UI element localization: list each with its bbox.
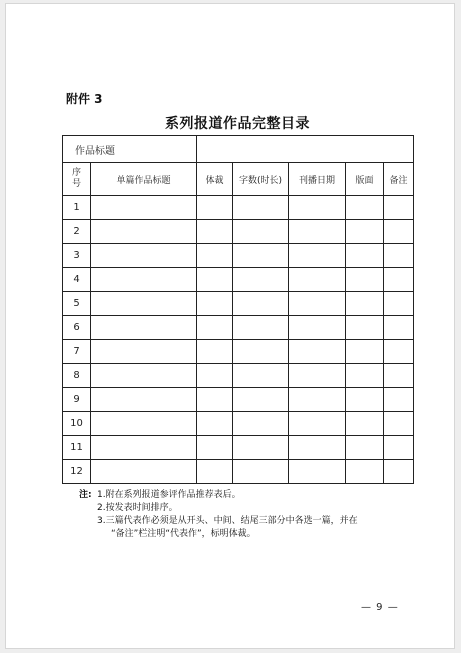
single-title-cell[interactable] — [91, 412, 197, 436]
page-cell[interactable] — [346, 268, 384, 292]
word-count-cell[interactable] — [233, 412, 289, 436]
row-number: 4 — [63, 268, 91, 292]
genre-cell[interactable] — [197, 340, 233, 364]
publish-date-cell[interactable] — [289, 340, 346, 364]
genre-cell[interactable] — [197, 292, 233, 316]
table-row — [63, 460, 414, 484]
work-title-label: 作品标题 — [75, 145, 115, 157]
page-cell[interactable] — [346, 436, 384, 460]
genre-cell[interactable] — [197, 244, 233, 268]
single-title-cell[interactable] — [91, 196, 197, 220]
single-title-cell[interactable] — [91, 460, 197, 484]
word-count-cell[interactable] — [233, 364, 289, 388]
note-item: “备注”栏注明“代表作”，标明体裁。 — [111, 529, 256, 539]
note-item: 3.三篇代表作必须是从开头、中间、结尾三部分中各选一篇，并在 — [97, 516, 358, 526]
remarks-cell[interactable] — [384, 388, 414, 412]
row-number: 12 — [63, 460, 91, 484]
row-number: 9 — [63, 388, 91, 412]
word-count-cell[interactable] — [233, 340, 289, 364]
table-row — [63, 268, 414, 292]
page-cell[interactable] — [346, 364, 384, 388]
genre-cell[interactable] — [197, 460, 233, 484]
word-count-cell[interactable] — [233, 388, 289, 412]
remarks-cell[interactable] — [384, 220, 414, 244]
publish-date-cell[interactable] — [289, 316, 346, 340]
remarks-cell[interactable] — [384, 364, 414, 388]
genre-cell[interactable] — [197, 316, 233, 340]
page-cell[interactable] — [346, 220, 384, 244]
remarks-cell[interactable] — [384, 196, 414, 220]
word-count-cell[interactable] — [233, 220, 289, 244]
table-row — [63, 436, 414, 460]
remarks-cell[interactable] — [384, 316, 414, 340]
word-count-cell[interactable] — [233, 316, 289, 340]
row-number: 6 — [63, 316, 91, 340]
publish-date-cell[interactable] — [289, 268, 346, 292]
header-remarks: 备注 — [384, 163, 414, 196]
header-seq-top: 序 — [71, 168, 81, 178]
attachment-label: 附件 3 — [66, 92, 103, 106]
publish-date-cell[interactable] — [289, 196, 346, 220]
page-cell[interactable] — [346, 244, 384, 268]
row-number: 2 — [63, 220, 91, 244]
word-count-cell[interactable] — [233, 268, 289, 292]
page-cell[interactable] — [346, 388, 384, 412]
single-title-cell[interactable] — [91, 364, 197, 388]
table-row — [63, 244, 414, 268]
header-seq — [63, 163, 91, 196]
word-count-cell[interactable] — [233, 292, 289, 316]
page-cell[interactable] — [346, 316, 384, 340]
genre-cell[interactable] — [197, 268, 233, 292]
header-single-title: 单篇作品标题 — [91, 163, 197, 196]
page-title: 系列报道作品完整目录 — [165, 116, 310, 132]
publish-date-cell[interactable] — [289, 412, 346, 436]
remarks-cell[interactable] — [384, 268, 414, 292]
row-number: 1 — [63, 196, 91, 220]
table-row — [63, 292, 414, 316]
row-number: 8 — [63, 364, 91, 388]
work-title-cell[interactable] — [197, 136, 414, 163]
page-cell[interactable] — [346, 412, 384, 436]
row-number: 3 — [63, 244, 91, 268]
single-title-cell[interactable] — [91, 388, 197, 412]
remarks-cell[interactable] — [384, 340, 414, 364]
genre-cell[interactable] — [197, 196, 233, 220]
page-cell[interactable] — [346, 292, 384, 316]
document-page — [5, 3, 455, 649]
note-item: 1.附在系列报道参评作品推荐表后。 — [97, 490, 241, 500]
publish-date-cell[interactable] — [289, 388, 346, 412]
table-row — [63, 220, 414, 244]
table-row — [63, 196, 414, 220]
row-number: 11 — [63, 436, 91, 460]
remarks-cell[interactable] — [384, 292, 414, 316]
note-item: 2.按发表时间排序。 — [97, 503, 178, 513]
genre-cell[interactable] — [197, 388, 233, 412]
word-count-cell[interactable] — [233, 244, 289, 268]
word-count-cell[interactable] — [233, 460, 289, 484]
publish-date-cell[interactable] — [289, 364, 346, 388]
page-cell[interactable] — [346, 340, 384, 364]
table-header-row — [63, 163, 414, 196]
single-title-cell[interactable] — [91, 436, 197, 460]
publish-date-cell[interactable] — [289, 220, 346, 244]
page-cell[interactable] — [346, 460, 384, 484]
word-count-cell[interactable] — [233, 196, 289, 220]
single-title-cell[interactable] — [91, 244, 197, 268]
genre-cell[interactable] — [197, 364, 233, 388]
row-number: 10 — [63, 412, 91, 436]
header-publish-date: 刊播日期 — [289, 163, 346, 196]
remarks-cell[interactable] — [384, 460, 414, 484]
genre-cell[interactable] — [197, 436, 233, 460]
header-word-count: 字数(时长) — [233, 163, 289, 196]
genre-cell[interactable] — [197, 220, 233, 244]
genre-cell[interactable] — [197, 412, 233, 436]
header-seq-bottom: 号 — [71, 179, 81, 189]
publish-date-cell[interactable] — [289, 292, 346, 316]
notes — [79, 489, 358, 541]
publish-date-cell[interactable] — [289, 436, 346, 460]
row-number: 7 — [63, 340, 91, 364]
header-genre: 体裁 — [197, 163, 233, 196]
work-title-row — [63, 136, 414, 163]
page-cell[interactable] — [346, 196, 384, 220]
table-row — [63, 316, 414, 340]
remarks-cell[interactable] — [384, 436, 414, 460]
publish-date-cell[interactable] — [289, 244, 346, 268]
catalog-table — [62, 135, 414, 484]
table-row — [63, 364, 414, 388]
single-title-cell[interactable] — [91, 316, 197, 340]
row-number: 5 — [63, 292, 91, 316]
single-title-cell[interactable] — [91, 340, 197, 364]
header-page: 版面 — [346, 163, 384, 196]
page-number: — 9 — — [361, 602, 399, 613]
single-title-cell[interactable] — [91, 220, 197, 244]
table-row — [63, 340, 414, 364]
table-row — [63, 412, 414, 436]
notes-label: 注: — [79, 490, 92, 500]
remarks-cell[interactable] — [384, 244, 414, 268]
single-title-cell[interactable] — [91, 268, 197, 292]
word-count-cell[interactable] — [233, 436, 289, 460]
publish-date-cell[interactable] — [289, 460, 346, 484]
table-row — [63, 388, 414, 412]
remarks-cell[interactable] — [384, 412, 414, 436]
single-title-cell[interactable] — [91, 292, 197, 316]
